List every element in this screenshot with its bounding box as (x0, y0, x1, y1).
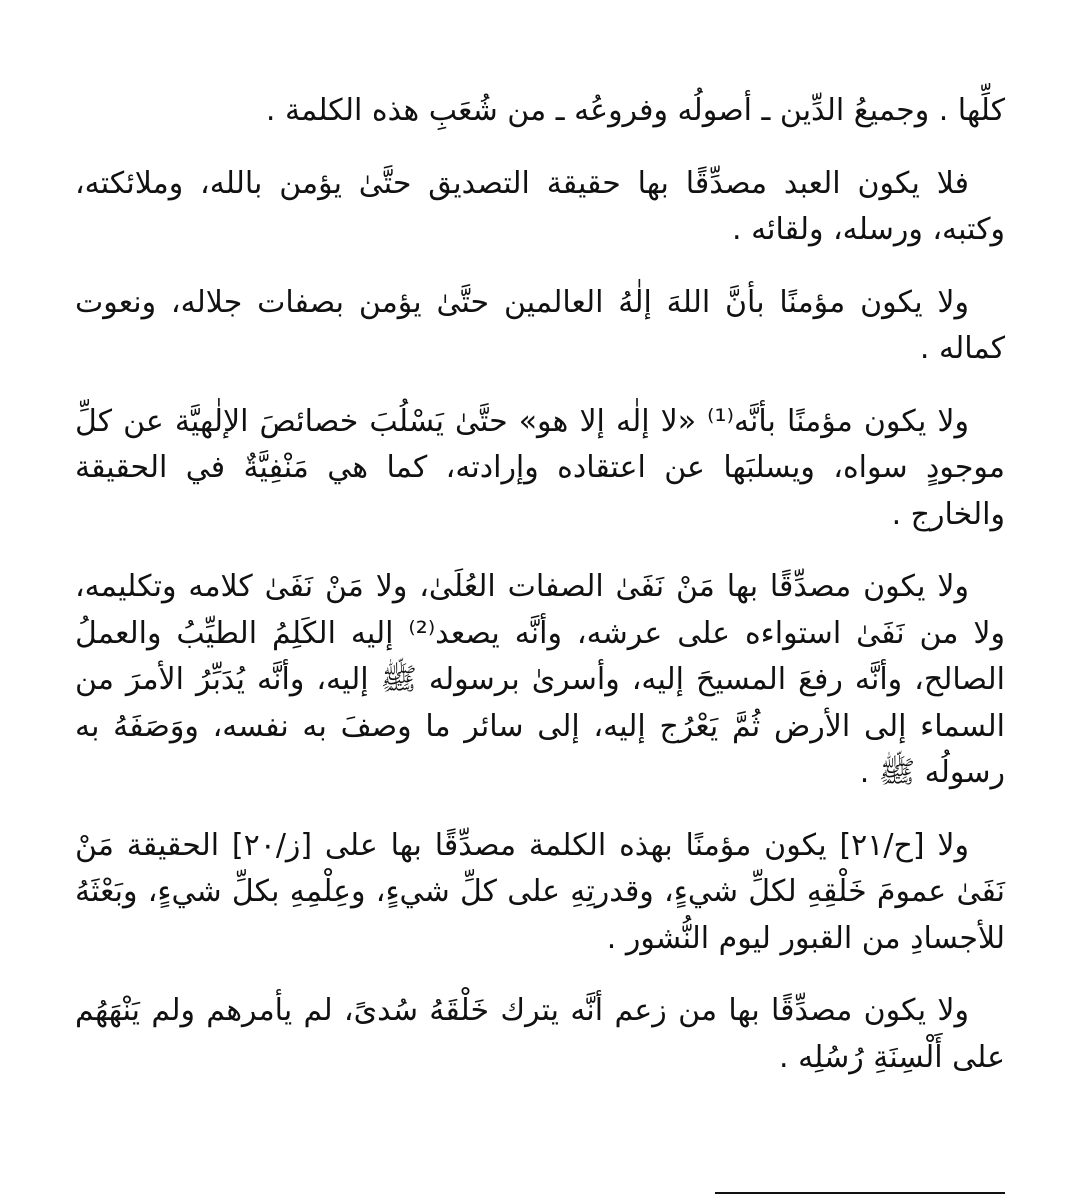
paragraph-6: ولا [ح/٢١] يكون مؤمنًا بهذه الكلمة مصدِّقًا بها على [ز/٢٠] الحقيقة مَنْ نَفَىٰ عمومَ خَلْقِهِ لكلِّ شيءٍ، وقدرتِهِ على كلِّ شيءٍ، وعِلْمِهِ بكلِّ شيءٍ، وبَعْثَهُ للأجسادِ من القبور ليوم النُّشور . (75, 827, 1005, 956)
page-body (75, 88, 1005, 1107)
paragraph-5: ولا يكون مصدِّقًا بها مَنْ نَفَىٰ الصفات العُلَىٰ، ولا مَنْ نَفَىٰ كلامه وتكليمه، ولا من نَفَىٰ استواءه على عرشه، وأنَّه يصعد⁽²⁾ إليه الكَلِمُ الطيِّبُ والعملُ الصالح، وأنَّه رفعَ المسيحَ إليه، وأسرىٰ برسوله ﷺ إليه، وأنَّه يُدَبِّرُ الأمرَ من السماء إلى الأرض ثُمَّ يَعْرُج إليه، إلى سائر ما وصفَ به نفسه، ووَصَفَهُ به رسولُه ﷺ . (75, 569, 1005, 790)
paragraph-4: ولا يكون مؤمنًا بأنَّه⁽¹⁾ «لا إلٰه إلا هو» حتَّىٰ يَسْلُبَ خصائصَ الإلٰهيَّة عن كلِّ موجودٍ سواه، ويسلبَها عن اعتقاده وإرادته، كما هي مَنْفِيَّةٌ في الحقيقة والخارج . (75, 403, 1005, 532)
footnote-divider (715, 1192, 1005, 1194)
paragraph-2: فلا يكون العبد مصدِّقًا بها حقيقة التصديق حتَّىٰ يؤمن بالله، وملائكته، وكتبه، ورسله، ولقائه . (75, 165, 1005, 247)
paragraph-7: ولا يكون مصدِّقًا بها من زعم أنَّه يترك خَلْقَهُ سُدىً، لم يأمرهم ولم يَنْهَهُم على أَلْسِنَةِ رُسُلِه . (75, 993, 1005, 1075)
paragraph-1: كلِّها . وجميعُ الدِّين ـ أصولُه وفروعُه ـ من شُعَبِ هذه الكلمة . (265, 93, 1005, 128)
paragraph-3: ولا يكون مؤمنًا بأنَّ اللهَ إلٰهُ العالمين حتَّىٰ يؤمن بصفات جلاله، ونعوت كماله . (75, 284, 1005, 366)
